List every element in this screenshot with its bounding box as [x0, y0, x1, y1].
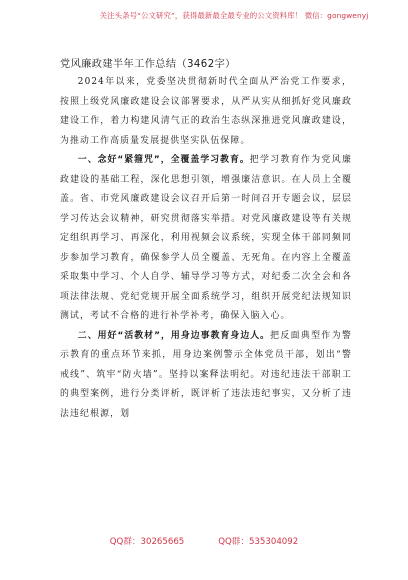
promo-banner: 关注头条号“公文研究”，获得最新最全最专业的公文资料库！ 微信：gongwenyj [99, 11, 369, 20]
document-body [60, 73, 352, 424]
intro-paragraph: 2024年以来，党委坚决贯彻新时代全面从严治党工作要求，按照上级党风廉政建设会议部署要求，从严从实从细抓好党风廉政建设工作，着力构建风清气正的政治生态纵深推进党风廉政建设，为推动工作高质量发展提供坚实队伍保障。 [60, 77, 352, 146]
document-title: 党风廉政建半年工作总结（3462字） [60, 59, 236, 70]
section-2-body: 把反面典型作为警示教育的重点环节来抓，用身边案例警示全体党员干部，划出“警戒线”、筑牢“防火墙”。坚持以案释法明纪。对违纪违法干部职工的典型案例，进行分类评析，既评析了违法违纪事实，又分析了违法违纪根源，划 [60, 330, 352, 419]
section-2-paragraph [60, 327, 352, 425]
section-1-heading: 一、念好“紧箍咒”，全覆盖学习教育。 [77, 155, 250, 165]
qq-group-2: QQ群：535304092 [218, 537, 299, 547]
qq-group-1: QQ群：30265665 [109, 537, 185, 547]
section-1-paragraph [60, 151, 352, 327]
section-2-heading: 二、用好“活教材”，用身边事教育身边人。 [77, 330, 271, 341]
qq-footer [0, 535, 408, 547]
section-1-body: 把学习教育作为党风廉政建设的基础工程，深化思想引领，增强廉洁意识。在人员上全覆盖。省、市党风廉政建设会议召开后第一时间召开专题会议，层层学习传达会议精神，研究贯彻落实举措。对党风廉政建设等有关规定组织再学习、再深化，利用视频会议系统，实现全体干部同频同步参加学习教育，确保参学人员全覆盖、无死角。在内容上全覆盖采取集中学习、个人自学、辅导学习等方式，对纪委二次全会和各项法律法规、党纪党规开展全面系统学习，组织开展党纪法规知识测试，考试不合格的进行补学补考，确保入脑入心。 [60, 155, 352, 321]
